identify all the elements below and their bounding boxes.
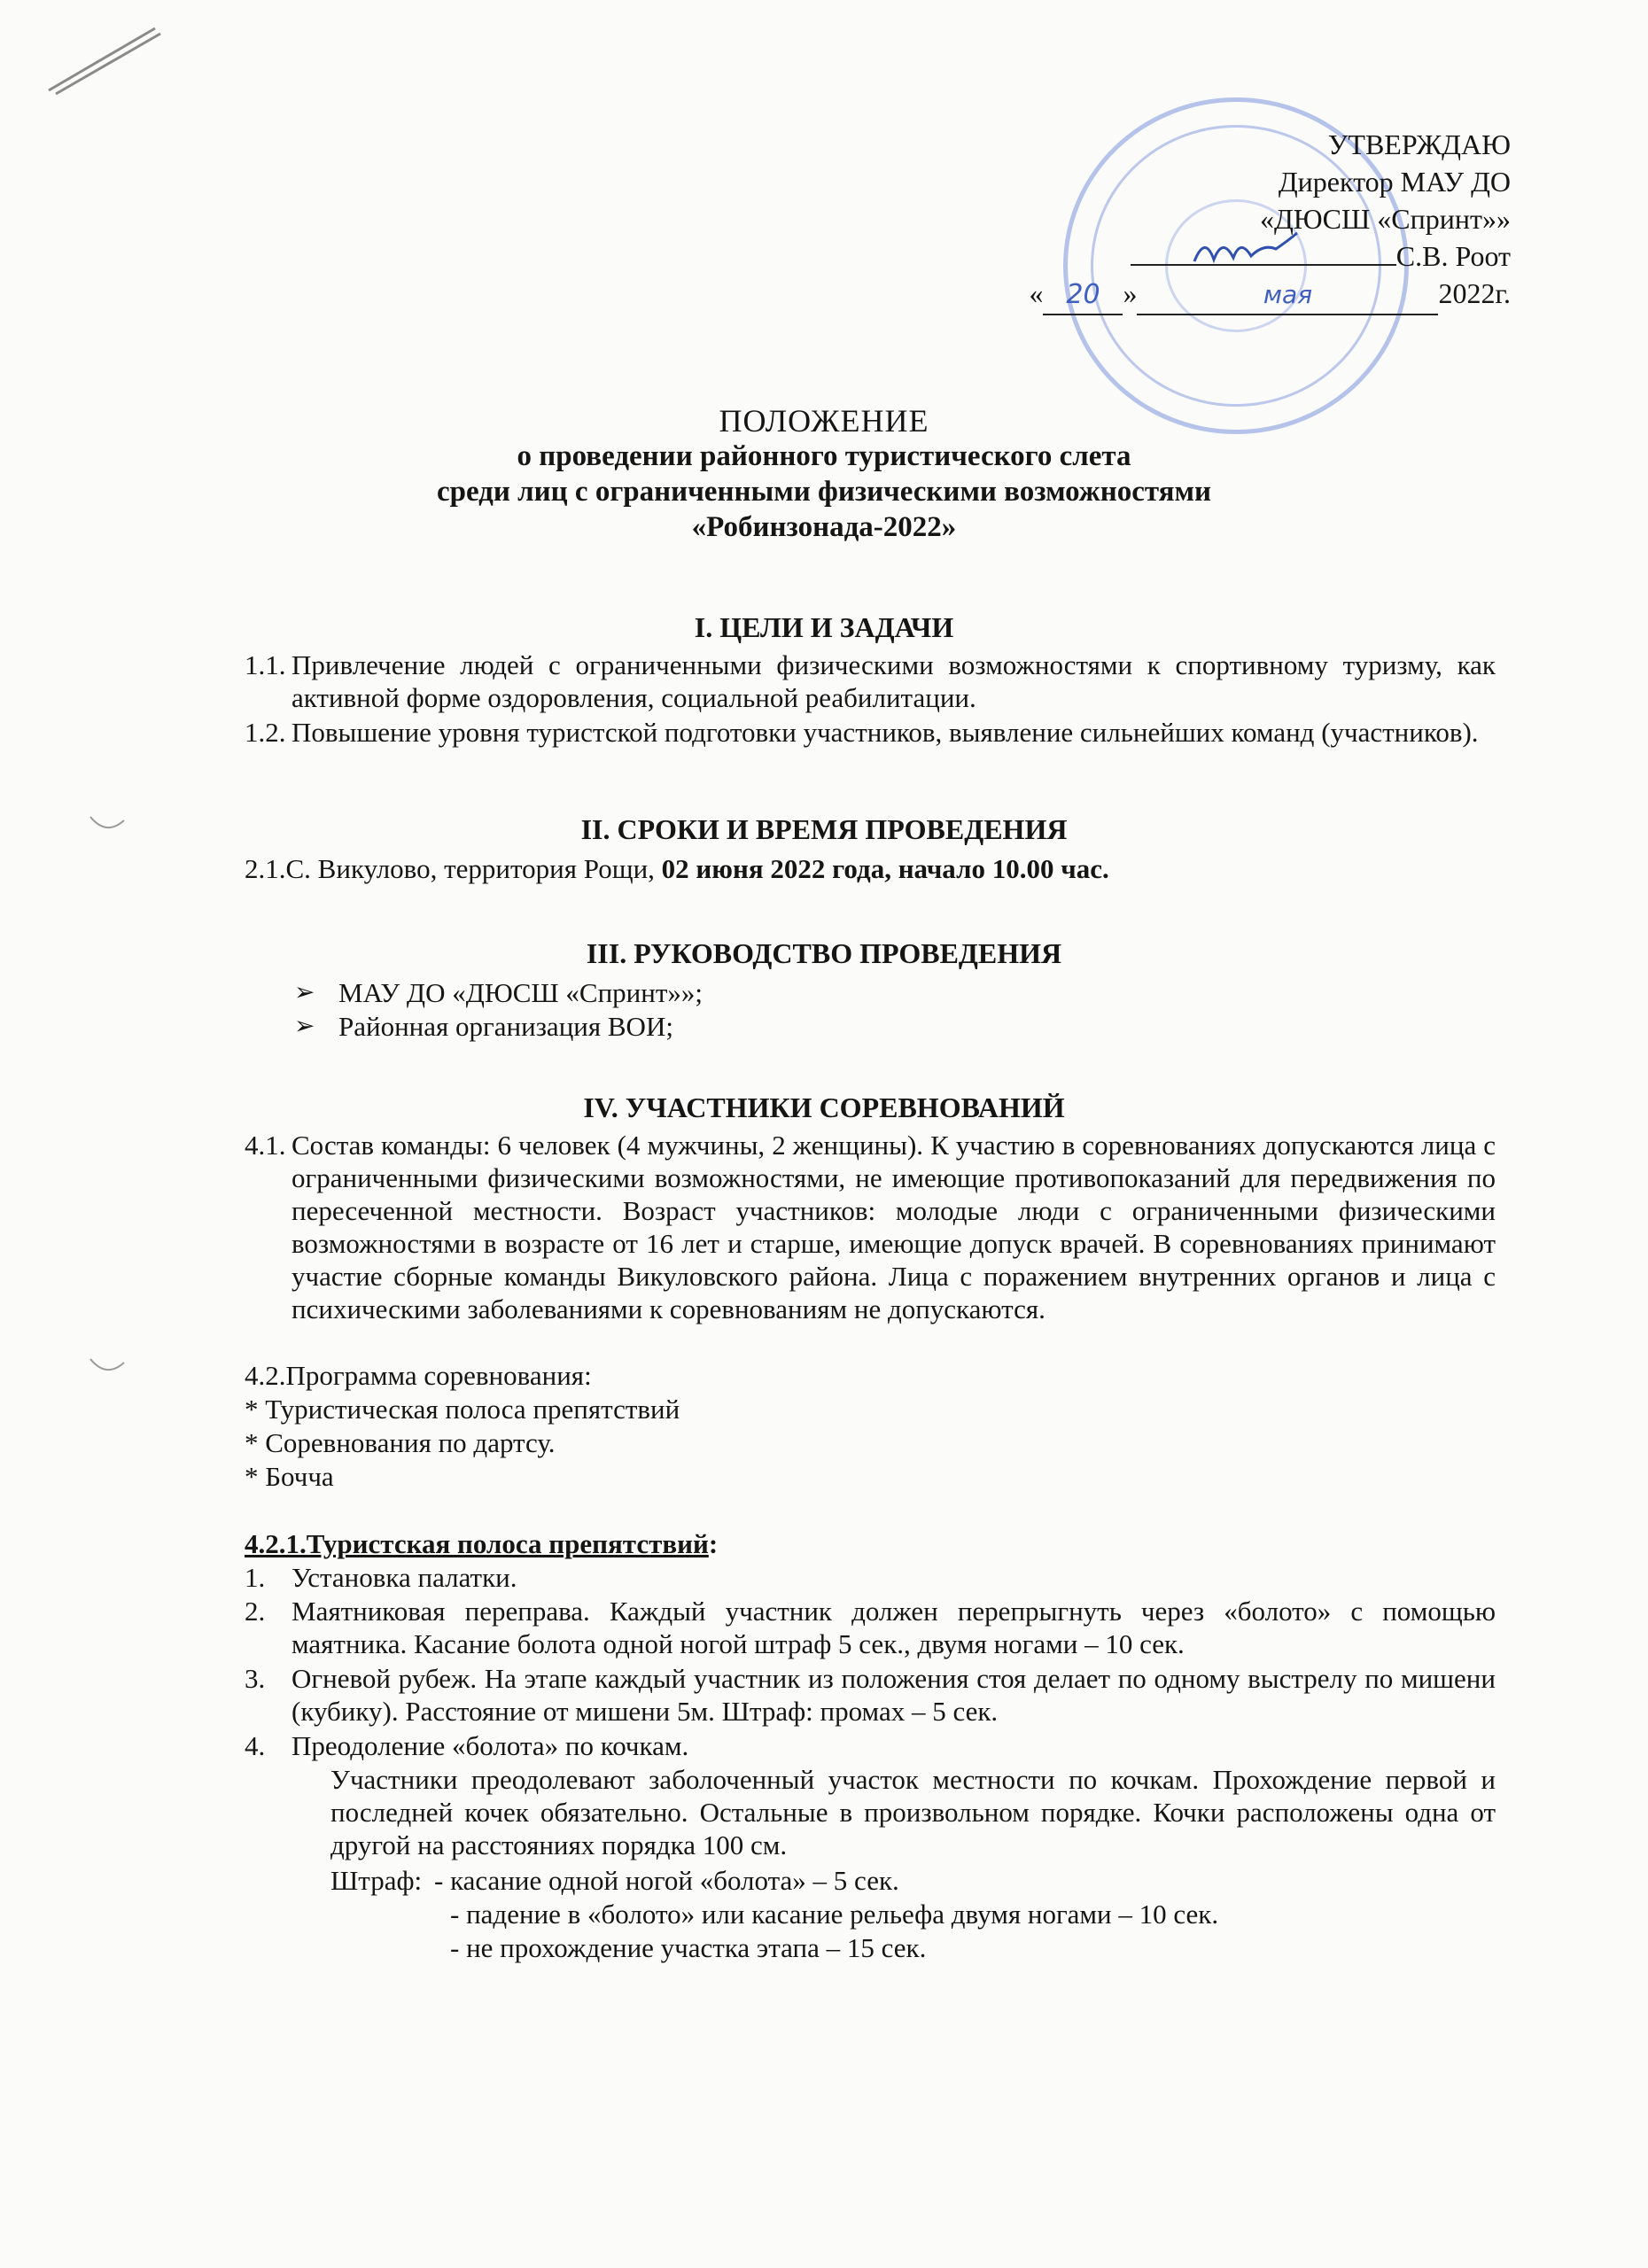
paragraph-2-1: 2.1.С. Викулово, территория Рощи, 02 июня 2022 года, начало 10.00 час. [245,853,1109,884]
section-title-goals: I. ЦЕЛИ И ЗАДАЧИ [694,611,954,643]
punch-hole-mark [89,1355,126,1375]
arrow-bullet-icon: ➢ [294,1013,315,1040]
program-item: * Туристическая полоса препятствий [245,1394,680,1425]
paragraph-4-1: 4.1. Состав команды: 6 человек (4 мужчины, 2 женщины). К участию в соревнованиях допускаются лица с ограниченными физическими возможностями, не имеющие противопоказаний для передвижения по пересеченной местности. Возраст участников: молодые люди с ограниченными физическими возможностями в возрасте от 16 лет и старше, имеющие допуск врачей. В соревнованиях принимают участие сборные команды Викуловского района. Лица с поражением внутренних органов и лица с психическими заболеваниями к соревнованиям не допускаются. [245,1130,1496,1324]
approval-date: « 20 » мая 2022г. [1029,275,1511,315]
penalty-item: - не прохождение участка этапа – 15 сек. [450,1932,927,1963]
arrow-bullet-icon: ➢ [294,979,315,1006]
date-year: 2022г. [1438,277,1511,309]
signer-name: С.В. Роот [1395,240,1511,272]
penalty-label: Штраф: [330,1865,423,1896]
paragraph-1-1: 1.1. Привлечение людей с ограниченными физическими возможностями к спортивному туризму, как активной форме оздоровления, социальной реабилитации. [245,649,1496,713]
approver-organization: «ДЮСШ «Спринт»» [1259,203,1511,235]
step-item: 2. Маятниковая переправа. Каждый участник должен перепрыгнуть через «болото» с помощью маятника. Касание болота одной ногой штраф 5 сек., двумя ногами – 10 сек. [245,1596,1496,1659]
date-day: 20 [1043,276,1123,315]
section-title-dates: II. СРОКИ И ВРЕМЯ ПРОВЕДЕНИЯ [580,813,1068,845]
approve-label: УТВЕРЖДАЮ [1327,128,1511,160]
document-title: ПОЛОЖЕНИЕ о проведении районного туристического слета среди лиц с ограниченными физическими возможностями «Робинзонада-2022» [436,403,1212,543]
program-item: * Соревнования по дартсу. [245,1427,556,1458]
pen-scribble-mark [40,19,164,99]
penalty-item: - падение в «болото» или касание рельефа двумя ногами – 10 сек. [450,1899,1219,1930]
paragraph-1-2: 1.2. Повышение уровня туристской подготовки участников, выявление сильнейших команд (участников). [245,717,1479,748]
section-title-participants: IV. УЧАСТНИКИ СОРЕВНОВАНИЙ [583,1091,1065,1123]
program-item: * Бочча [245,1461,334,1492]
paragraph-4-2: 4.2.Программа соревнования: [245,1360,592,1391]
date-month: мая [1137,276,1438,315]
step-4-description: Участники преодолевают заболоченный участок местности по кочкам. Прохождение первой и последней кочек обязательно. Остальные в произвольном порядке. Кочки расположены одна от другой на расстояниях порядка 100 см. [330,1764,1496,1860]
step-item: 1. Установка палатки. [245,1562,517,1593]
handwritten-signature [1187,226,1302,279]
approver-position: Директор МАУ ДО [1278,166,1511,198]
step-item: 3. Огневой рубеж. На этапе каждый участник из положения стоя делает по одному выстрелу по мишени (кубику). Расстояние от мишени 5м. Штраф: промах – 5 сек. [245,1663,1496,1727]
subsection-title-obstacle-course: 4.2.1.Туристская полоса препятствий: [245,1528,719,1559]
approval-block [1029,126,1511,315]
section-title-management: III. РУКОВОДСТВО ПРОВЕДЕНИЯ [586,937,1062,969]
penalty-item: - касание одной ногой «болота» – 5 сек. [434,1865,899,1896]
step-item: 4. Преодоление «болота» по кочкам. [245,1730,689,1761]
